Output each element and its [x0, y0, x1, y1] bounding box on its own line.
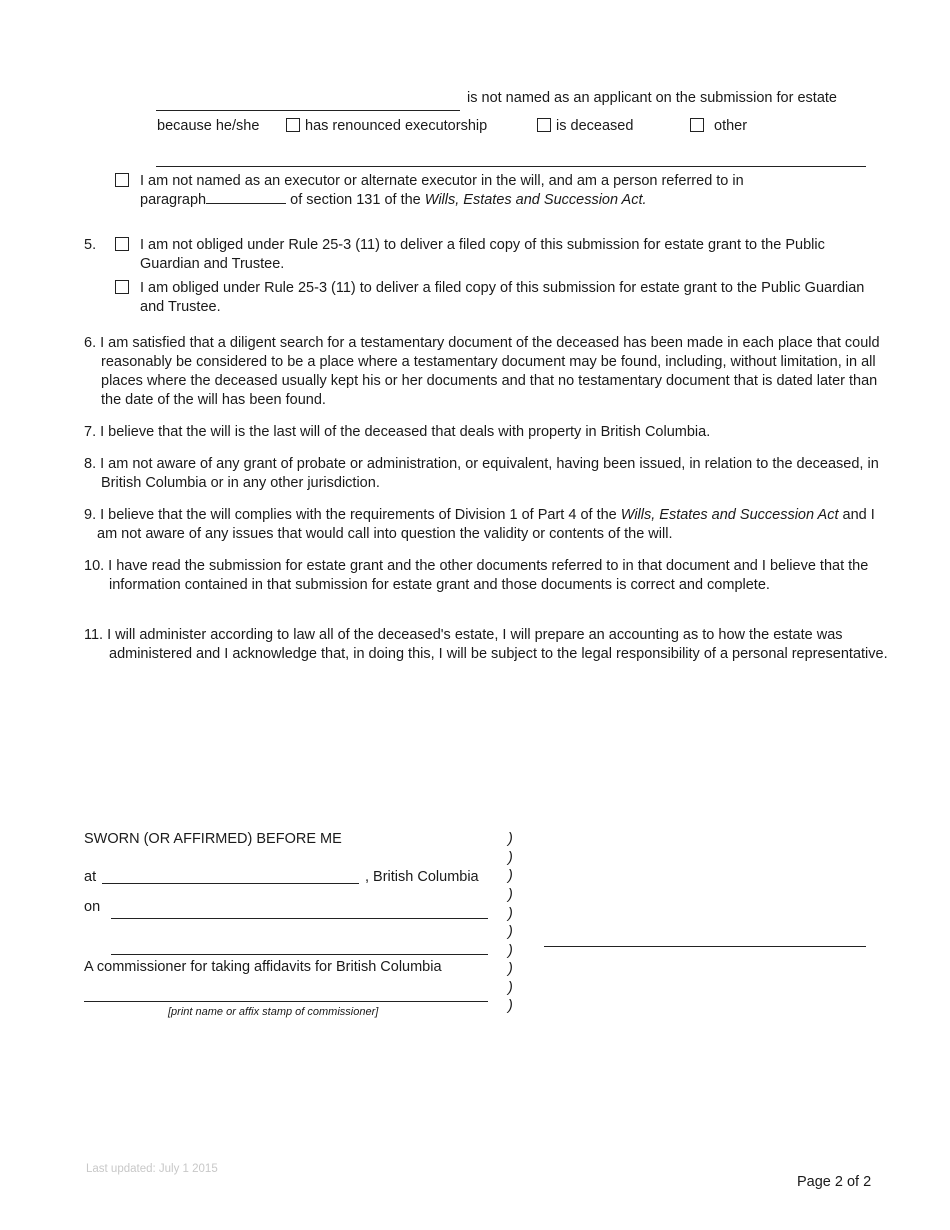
applicant-name-line[interactable]	[156, 110, 460, 111]
bracket-paren: )	[508, 961, 513, 977]
bracket-paren: )	[508, 831, 513, 847]
item9-act-name: Wills, Estates and Succession Act	[620, 507, 839, 523]
bracket-paren: )	[508, 924, 513, 940]
not-named-executor-line2	[140, 191, 647, 210]
on-label: on	[84, 899, 101, 915]
page-number: Page 2 of 2	[797, 1174, 872, 1190]
item9	[84, 506, 887, 544]
item7: 7. I believe that the will is the last will of the deceased that deals with property in British Columbia.	[84, 424, 711, 440]
bracket-paren: )	[508, 850, 513, 866]
not-named-executor-line1: I am not named as an executor or alternate executor in the will, and am a person referred to in	[140, 173, 744, 189]
bracket-paren: )	[508, 868, 513, 884]
commissioner-label: A commissioner for taking affidavits for British Columbia	[84, 959, 442, 975]
item5-obliged-text: I am obliged under Rule 25-3 (11) to deliver a filed copy of this submission for estate grant to the Public Guardian and Trustee.	[140, 280, 865, 315]
bracket-paren: )	[508, 943, 513, 959]
section-text: of section 131 of the	[286, 192, 425, 208]
item9-text-pre: 9. I believe that the will complies with the requirements of Division 1 of Part 4 of the	[84, 507, 621, 523]
at-location-line[interactable]	[102, 883, 359, 884]
deceased-checkbox[interactable]	[537, 118, 551, 132]
bracket-paren: )	[508, 887, 513, 903]
bracket-paren: )	[508, 980, 513, 996]
other-checkbox[interactable]	[690, 118, 704, 132]
item11: 11. I will administer according to law all of the deceased's estate, I will prepare an accounting as to how the estate was administered and I acknowledge that, in doing this, I will be subject to the legal responsibility of a personal representative.	[84, 627, 888, 662]
item9-text-post: and I am not aware of any issues that would call into question the validity or contents of the will.	[97, 507, 875, 542]
other-label: other	[714, 118, 748, 134]
bracket-paren: )	[508, 998, 513, 1014]
item5-obliged-checkbox[interactable]	[115, 280, 129, 294]
item5-not-obliged-text: I am not obliged under Rule 25-3 (11) to deliver a filed copy of this submission for estate grant to the Public Guardian and Trustee.	[140, 237, 825, 272]
renounced-label: has renounced executorship	[305, 118, 488, 134]
commissioner-signature-line[interactable]	[111, 954, 488, 955]
last-updated: Last updated: July 1 2015	[86, 1163, 218, 1175]
not-named-executor-checkbox[interactable]	[115, 173, 129, 187]
bc-label: , British Columbia	[365, 869, 479, 885]
on-date-line[interactable]	[111, 918, 488, 919]
paragraph-blank[interactable]	[206, 191, 286, 204]
paragraph-label: paragraph	[140, 192, 207, 208]
sworn-heading: SWORN (OR AFFIRMED) BEFORE ME	[84, 831, 342, 847]
at-label: at	[84, 869, 97, 885]
because-label: because he/she	[157, 118, 260, 134]
item10: 10. I have read the submission for estate grant and the other documents referred to in that document and I believe that the information contained in that submission for estate grant and those documents is correct and complete.	[84, 558, 869, 593]
item8: 8. I am not aware of any grant of probate or administration, or equivalent, having been issued, in relation to the deceased, in British Columbia or in any other jurisdiction.	[84, 456, 879, 491]
other-reason-line[interactable]	[156, 166, 866, 167]
commissioner-name-line[interactable]	[84, 1001, 488, 1002]
bracket-paren: )	[508, 906, 513, 922]
item5-number: 5.	[84, 237, 97, 253]
act-name: Wills, Estates and Succession Act.	[424, 192, 647, 208]
not-named-text: is not named as an applicant on the submission for estate	[467, 90, 837, 106]
print-name-caption: [print name or affix stamp of commissioner]	[168, 1006, 379, 1018]
renounced-checkbox[interactable]	[286, 118, 300, 132]
item5-not-obliged-checkbox[interactable]	[115, 237, 129, 251]
item6: 6. I am satisfied that a diligent search for a testamentary document of the deceased has been made in each place that could reasonably be considered to be a place where a testamentary document may be found, including, without limitation, in all places where the deceased usually kept his or her documents and that no testamentary document that is dated later than the date of the will has been found.	[84, 335, 880, 408]
deponent-signature-line[interactable]	[544, 946, 866, 947]
deceased-label: is deceased	[556, 118, 634, 134]
